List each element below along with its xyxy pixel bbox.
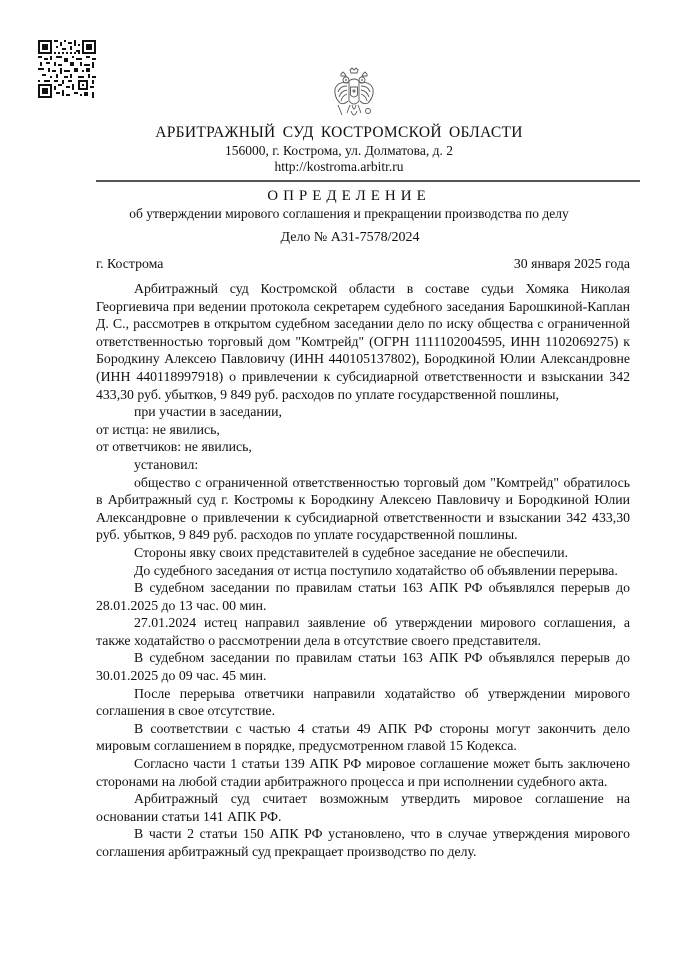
document-subtitle: об утверждении мирового соглашения и прекращении производства по делу	[129, 206, 569, 221]
body-paragraph-settlement-application: 27.01.2024 истец направил заявление об утверждении мирового соглашения, а также ходатайство о рассмотрении дела в отсутствие своего представителя.	[96, 615, 630, 648]
qr-code-icon	[38, 40, 96, 98]
header-divider	[96, 180, 640, 182]
body-paragraph-article-49: В соответствии с частью 4 статьи 49 АПК РФ стороны могут закончить дело мировым соглашением в порядке, предусмотренном главой 15 Кодекса.	[96, 720, 630, 754]
document-type-title: ОПРЕДЕЛЕНИЕ	[267, 188, 431, 204]
case-number: Дело № А31-7578/2024	[280, 230, 420, 245]
document-place: г. Кострома	[96, 256, 164, 271]
coat-of-arms-icon	[332, 67, 376, 123]
body-paragraph-recess-request: До судебного заседания от истца поступило ходатайство об объявлении перерыва.	[134, 562, 618, 578]
body-paragraph-plaintiff-attendance: от истца: не явились,	[96, 421, 220, 437]
court-address: 156000, г. Кострома, ул. Долматова, д. 2	[225, 143, 453, 158]
body-paragraph-recess-2: В судебном заседании по правилам статьи 163 АПК РФ объявлялся перерыв до 30.01.2025 до 09 час. 45 мин.	[96, 650, 630, 684]
body-paragraph-participation: при участии в заседании,	[134, 404, 282, 420]
document-date: 30 января 2025 года	[513, 256, 630, 271]
body-paragraph-claim: общество с ограниченной ответственностью торговый дом "Комтрейд" обратилось в Арбитражный суд г. Костромы к Бородкину Алексею Павловичу и Бородкиной Юлии Александровне о привлечении к субсидиарной ответственности и взыскании 342 433,30 руб. убытков, 9 849 руб. расходов по уплате государственной пошлины.	[96, 474, 630, 543]
body-paragraph-intro: Арбитражный суд Костромской области в составе судьи Хомяка Николая Георгиевича при ведении протокола секретарем судебного заседания Барошкиной-Каплан Д. С., рассмотрев в открытом судебном заседании дело по иску общества с ограниченной ответственностью торговый дом "Комтрейд" (ОГРН 1111102004595, ИНН 1102069275) к Бородкину Алексею Павловичу (ИНН 440105137802), Бородкиной Юлии Александровне (ИНН 440118997918) о привлечении к субсидиарной ответственности и взыскании 342 433,30 руб. убытков, 9 849 руб. расходов по уплате государственной пошлины,	[96, 281, 630, 402]
body-paragraph-no-show: Стороны явку своих представителей в судебное заседание не обеспечили.	[134, 544, 569, 560]
body-paragraph-recess-1: В судебном заседании по правилам статьи 163 АПК РФ объявлялся перерыв до 28.01.2025 до 13 час. 00 мин.	[96, 580, 630, 613]
body-paragraph-article-150: В части 2 статьи 150 АПК РФ установлено, что в случае утверждения мирового соглашения арбитражный суд прекращает производство по делу.	[96, 826, 630, 859]
body-paragraph-article-139: Согласно части 1 статьи 139 АПК РФ мировое соглашение может быть заключено сторонами на любой стадии арбитражного процесса и при исполнении судебного акта.	[96, 756, 630, 789]
body-paragraph-article-141: Арбитражный суд считает возможным утвердить мировое соглашение на основании статьи 141 АПК РФ.	[96, 791, 630, 824]
court-name: АРБИТРАЖНЫЙ СУД КОСТРОМСКОЙ ОБЛАСТИ	[155, 124, 523, 141]
body-paragraph-established: установил:	[134, 456, 199, 472]
document-body	[96, 280, 630, 861]
body-paragraph-defendants-attendance: от ответчиков: не явились,	[96, 439, 252, 455]
court-website-link[interactable]: http://kostroma.arbitr.ru	[274, 159, 404, 174]
body-paragraph-defendants-motion: После перерыва ответчики направили ходатайство об утверждении мирового соглашения в свое отсутствие.	[96, 685, 630, 719]
